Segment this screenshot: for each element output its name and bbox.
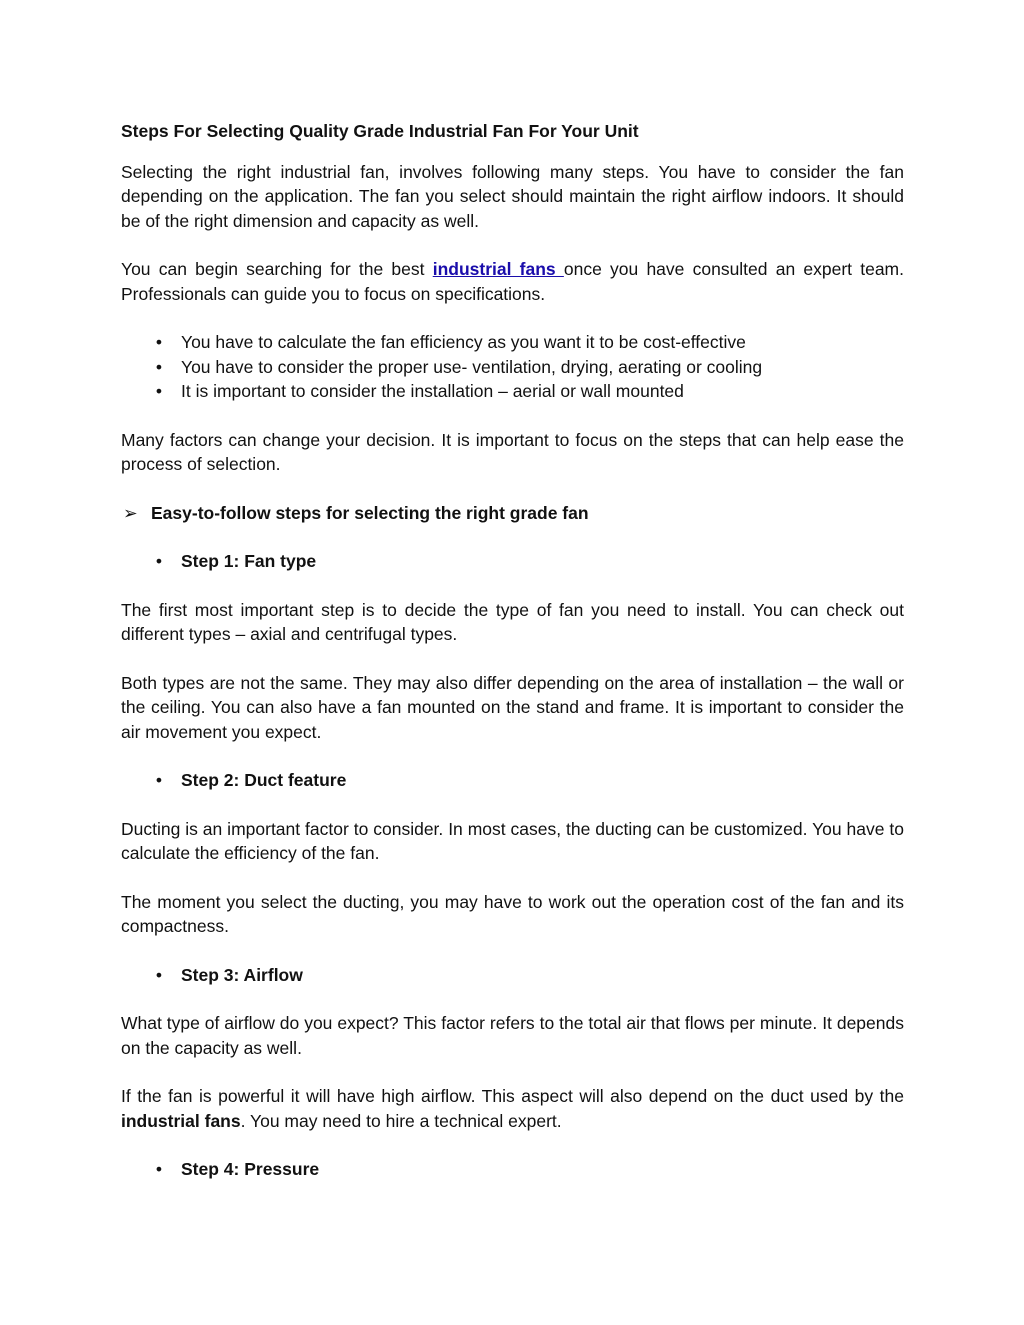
industrial-fans-bold: industrial fans — [121, 1110, 241, 1131]
step-2-heading — [121, 768, 904, 793]
begin-paragraph — [121, 257, 904, 306]
bullet-icon: • — [155, 381, 163, 401]
bullet-icon: • — [155, 551, 163, 571]
factors-paragraph: Many factors can change your decision. It is important to focus on the steps that can help ease the process of selection. — [121, 429, 904, 474]
step-3-heading — [121, 963, 904, 988]
step-3-text-after-bold: . You may need to hire a technical expert. — [240, 1110, 562, 1131]
steps-section-heading — [121, 501, 904, 526]
step-3-paragraph-1: What type of airflow do you expect? This factor refers to the total air that flows per minute. It depends on the capacity as well. — [121, 1013, 904, 1058]
begin-text-before-link: You can begin searching for the best — [121, 259, 433, 279]
step-2-title: Step 2: Duct feature — [181, 770, 347, 790]
bullet-text: You have to consider the proper use- ventilation, drying, aerating or cooling — [181, 356, 763, 377]
step-1-paragraph-1: The first most important step is to decide the type of fan you need to install. You can check out different types – axial and centrifugal types. — [121, 599, 904, 644]
industrial-fans-link[interactable]: industrial fans — [432, 259, 564, 279]
bullet-icon: • — [155, 332, 163, 352]
bullet-list — [121, 330, 904, 404]
bullet-icon: • — [155, 1159, 163, 1179]
bullet-text: You have to calculate the fan efficiency as you want it to be cost-effective — [181, 332, 746, 352]
bullet-icon: • — [155, 770, 163, 790]
step-3-text-before-bold: If the fan is powerful it will have high airflow. This aspect will also depend on the duct used by the — [121, 1086, 904, 1106]
step-4-heading — [121, 1157, 904, 1182]
list-item — [121, 379, 904, 404]
bullet-icon: • — [155, 964, 163, 985]
step-3-paragraph-2 — [121, 1084, 904, 1133]
list-item — [121, 355, 904, 380]
step-1-paragraph-2: Both types are not the same. They may also differ depending on the area of installation – the wall or the ceiling. You can also have a fan mounted on the stand and frame. It is important to consider the air movement you expect. — [121, 672, 904, 742]
document-page — [121, 119, 904, 1206]
step-1-title: Step 1: Fan type — [181, 551, 317, 571]
bullet-icon: • — [155, 356, 163, 377]
bullet-text: It is important to consider the installation – aerial or wall mounted — [181, 381, 684, 401]
arrow-bullet-icon: ➢ — [123, 502, 138, 523]
begin-text-after-link: once you have consulted an expert team. Professionals can guide you to focus on specifications. — [121, 259, 904, 304]
step-4-title: Step 4: Pressure — [181, 1159, 320, 1179]
document-title: Steps For Selecting Quality Grade Industrial Fan For Your Unit — [121, 121, 639, 141]
step-2-paragraph-2: The moment you select the ducting, you may have to work out the operation cost of the fan and its compactness. — [121, 891, 904, 936]
step-2-paragraph-1: Ducting is an important factor to consider. In most cases, the ducting can be customized. You have to calculate the efficiency of the fan. — [121, 818, 904, 863]
step-1-heading — [121, 549, 904, 574]
steps-section-heading-text: Easy-to-follow steps for selecting the right grade fan — [151, 502, 589, 523]
list-item — [121, 330, 904, 355]
step-3-title: Step 3: Airflow — [181, 964, 303, 985]
intro-paragraph: Selecting the right industrial fan, involves following many steps. You have to consider the fan depending on the application. The fan you select should maintain the right airflow indoors. It should be of the right dimension and capacity as well. — [121, 161, 904, 231]
